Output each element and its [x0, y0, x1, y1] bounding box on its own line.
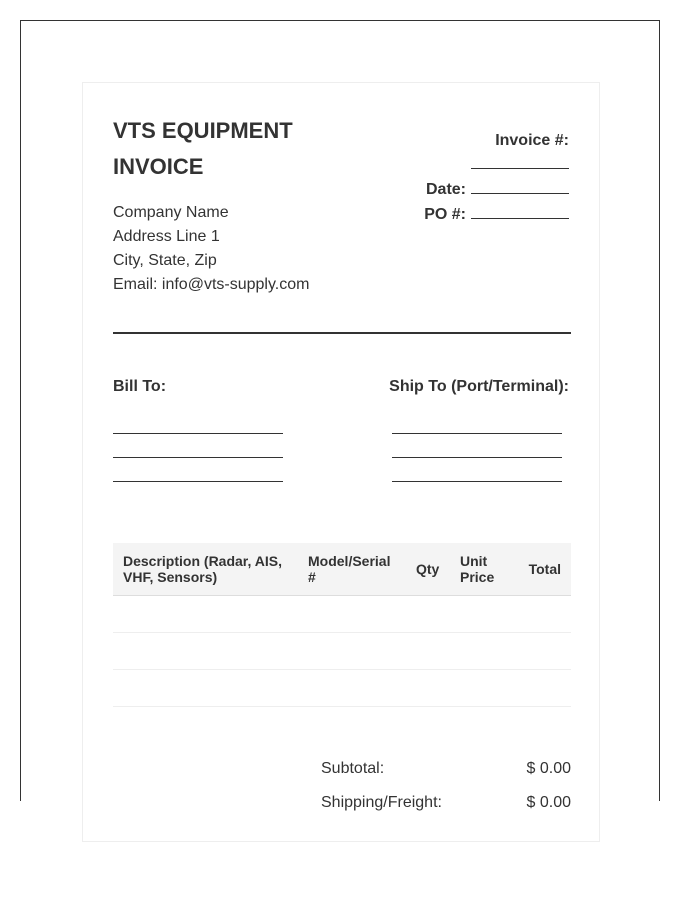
- table-cell[interactable]: [298, 596, 406, 633]
- bill-to-line[interactable]: [113, 433, 283, 434]
- table-cell[interactable]: [450, 596, 516, 633]
- table-cell[interactable]: [516, 633, 571, 670]
- company-name: Company Name: [113, 204, 229, 221]
- table-cell[interactable]: [113, 596, 298, 633]
- column-header-qty: Qty: [406, 543, 450, 596]
- invoice-meta: [424, 129, 569, 227]
- column-header-description: Description (Radar, AIS, VHF, Sensors): [113, 543, 298, 596]
- po-label: PO #:: [424, 206, 466, 223]
- invoice-sheet: [82, 82, 600, 842]
- table-cell[interactable]: [113, 633, 298, 670]
- table-cell[interactable]: [113, 670, 298, 707]
- shipping-row: [321, 786, 571, 820]
- subtotal-row: [321, 752, 571, 786]
- ship-to-line[interactable]: [392, 433, 562, 434]
- table-cell[interactable]: [516, 596, 571, 633]
- ship-to-lines: [392, 433, 562, 505]
- bill-to-label: Bill To:: [113, 378, 167, 395]
- column-header-model-serial: Model/Serial #: [298, 543, 406, 596]
- header-divider: [113, 332, 571, 334]
- table-cell[interactable]: [406, 596, 450, 633]
- shipping-label: Shipping/Freight:: [321, 794, 442, 811]
- shipping-value: $ 0.00: [526, 794, 571, 811]
- table-header-row: [113, 543, 571, 596]
- invoice-number-field[interactable]: [471, 158, 569, 169]
- date-label: Date:: [425, 181, 466, 198]
- po-field[interactable]: [471, 202, 569, 219]
- invoice-number-label: Invoice #:: [495, 132, 569, 149]
- table-cell[interactable]: [406, 633, 450, 670]
- table-cell[interactable]: [298, 670, 406, 707]
- totals-section: [321, 752, 571, 820]
- page-frame: [20, 20, 660, 811]
- invoice-title: VTS EQUIPMENT INVOICE: [113, 118, 293, 179]
- table-row: [113, 633, 571, 670]
- bill-to-line[interactable]: [113, 457, 283, 458]
- ship-to-line[interactable]: [392, 481, 562, 482]
- table-cell[interactable]: [450, 633, 516, 670]
- date-field[interactable]: [471, 177, 569, 194]
- table-cell[interactable]: [406, 670, 450, 707]
- column-header-unit-price: Unit Price: [450, 543, 516, 596]
- column-header-total: Total: [516, 543, 571, 596]
- table-row: [113, 596, 571, 633]
- table-row: [113, 670, 571, 707]
- subtotal-value: $ 0.00: [526, 760, 571, 777]
- table-cell[interactable]: [516, 670, 571, 707]
- company-city-state-zip: City, State, Zip: [113, 252, 217, 269]
- ship-to-line[interactable]: [392, 457, 562, 458]
- subtotal-label: Subtotal:: [321, 760, 385, 777]
- table-cell[interactable]: [450, 670, 516, 707]
- bill-to-line[interactable]: [113, 481, 283, 482]
- table-cell[interactable]: [298, 633, 406, 670]
- line-items-table: [113, 543, 571, 707]
- company-info: [113, 201, 309, 297]
- company-email: Email: info@vts-supply.com: [113, 276, 310, 293]
- company-address: Address Line 1: [113, 228, 220, 245]
- ship-to-label: Ship To (Port/Terminal):: [389, 378, 569, 395]
- bill-to-lines: [113, 433, 283, 505]
